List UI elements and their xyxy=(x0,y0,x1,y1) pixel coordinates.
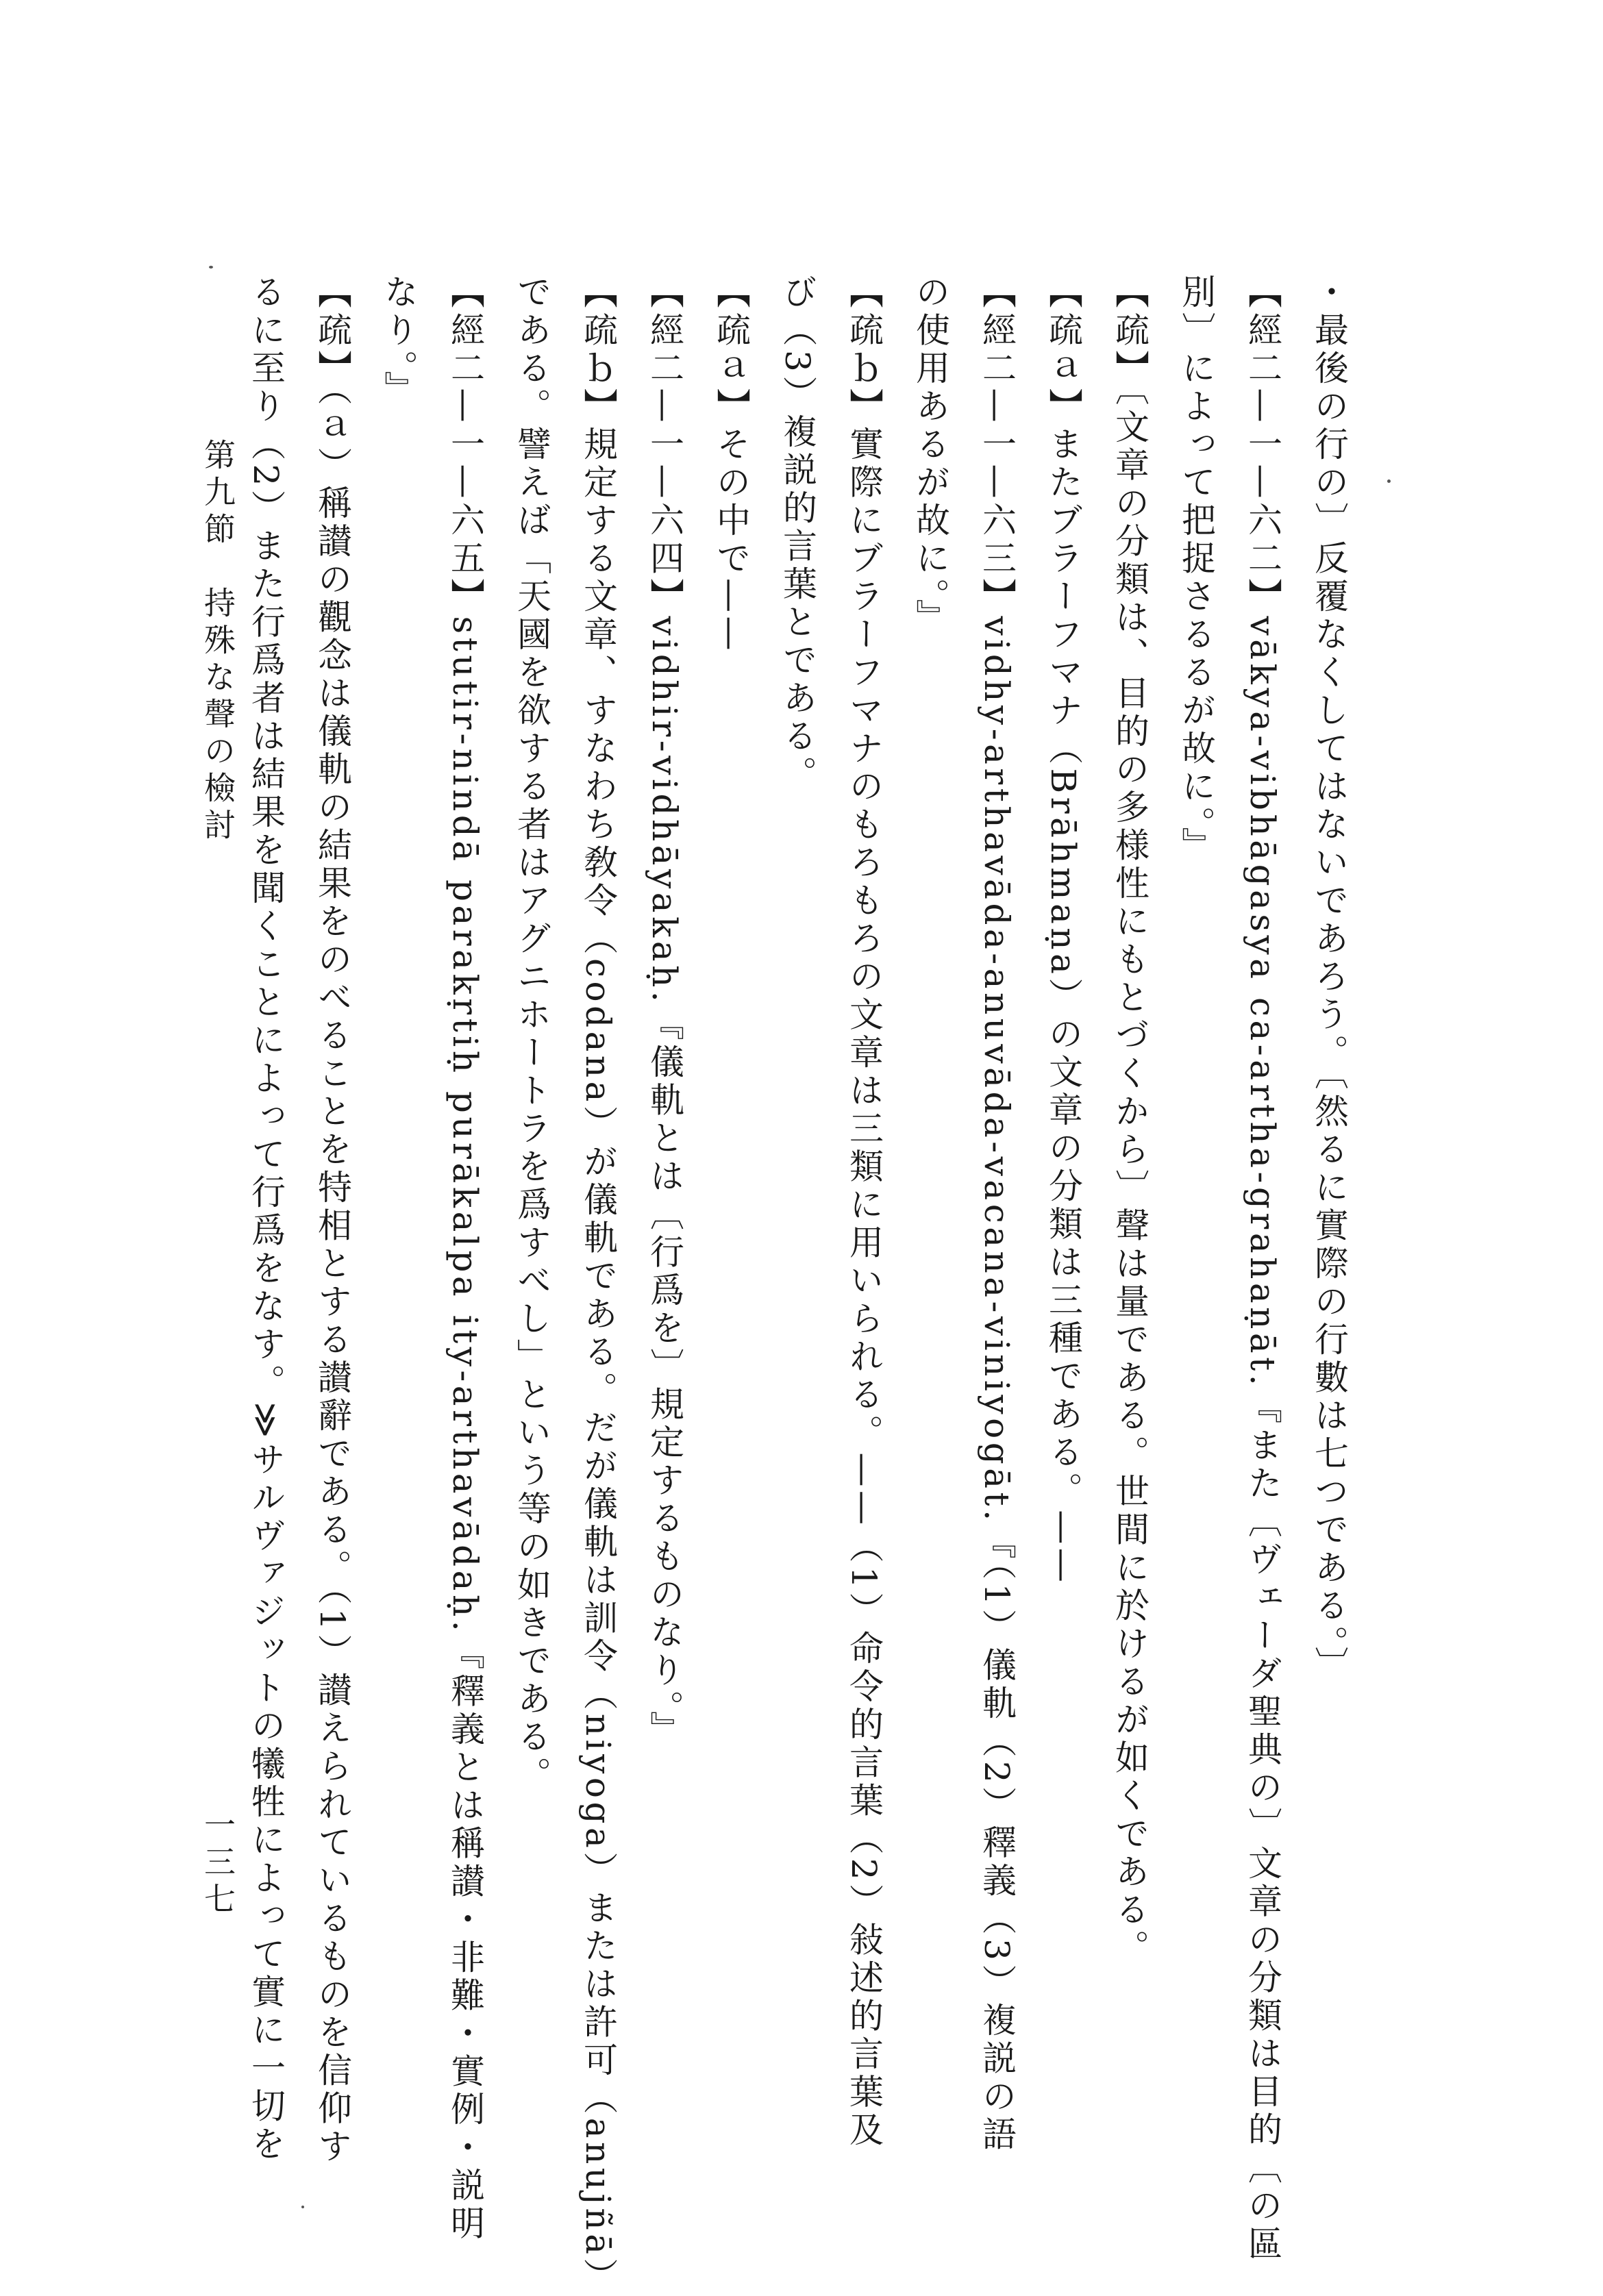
running-header-section: 第九節 持殊な聲の檢討 xyxy=(199,438,236,845)
scan-speck xyxy=(1387,479,1391,483)
text-line-9: び（3）複説的言葉とである。 xyxy=(778,274,817,794)
scan-speck xyxy=(301,2206,304,2208)
text-line-2: 【經二—一—六二】vākya-vibhāgasya ca-artha-grahaṇāt.『また〔ヴェーダ聖典の〕文章の分類は目的〔の區 xyxy=(1243,274,1282,2264)
text-line-8: 【疏ｂ】實際にブラーフマナのもろもろの文章は三類に用いられる。——（1）命令的言葉（2）敍述的言葉及 xyxy=(844,274,884,2150)
text-line-12: 【疏ｂ】規定する文章、すなわち敎令（codana）が儀軌である。だが儀軌は訓令（niyoga）または許可（anujñā） xyxy=(578,274,618,2296)
text-line-4: 【疏】〔文章の分類は、目的の多様性にもとづくから〕聲は量である。世間に於けるが如くである。 xyxy=(1110,274,1150,1968)
text-line-10: 【疏ａ】その中で—— xyxy=(711,274,751,654)
text-line-5: 【疏ａ】またブラーフマナ（Brāhmaṇa）の文章の分類は三種である。—— xyxy=(1043,274,1083,1586)
text-line-15: なり。』 xyxy=(379,274,419,409)
text-line-17: るに至り（2）また行爲者は結果を聞くことによって行爲をなす。≫サルヴァジットの犧牲によって實に一切を xyxy=(246,274,286,2164)
text-line-3: 別〕によって把捉さるるが故に。』 xyxy=(1176,274,1216,865)
text-line-7: の使用あるが故に。』 xyxy=(910,274,950,637)
text-line-1: ・最後の行の〕反覆なくしてはないであろう。〔然るに實際の行數は七つである。〕 xyxy=(1309,274,1349,1684)
text-line-6: 【經二—一—六三】vidhy-arthavāda-anuvāda-vacana-viniyogāt.『（1）儀軌（2）釋義（3）複説の語 xyxy=(977,274,1017,2154)
scan-speck xyxy=(209,266,213,269)
text-line-16: 【疏】（ａ）稱讃の觀念は儀軌の結果をのべることを特相とする讃辭である。（1）讃えられているものを信仰す xyxy=(312,274,352,2167)
text-line-14: 【經二—一—六五】stutir-nindā parakṛtiḥ purākalpa ity-arthavādaḥ.『釋義とは稱讃・非難・實例・説明 xyxy=(445,274,485,2244)
text-line-13: である。譬えば「天國を欲する者はアグニホートラを爲すべし」という等の如きである。 xyxy=(512,274,551,1795)
text-line-11: 【經二—一—六四】vidhir-vidhāyakaḥ.『儀軌とは〔行爲を〕規定するものなり。』 xyxy=(645,274,684,1749)
page-number: 一三七 xyxy=(199,1808,236,1919)
